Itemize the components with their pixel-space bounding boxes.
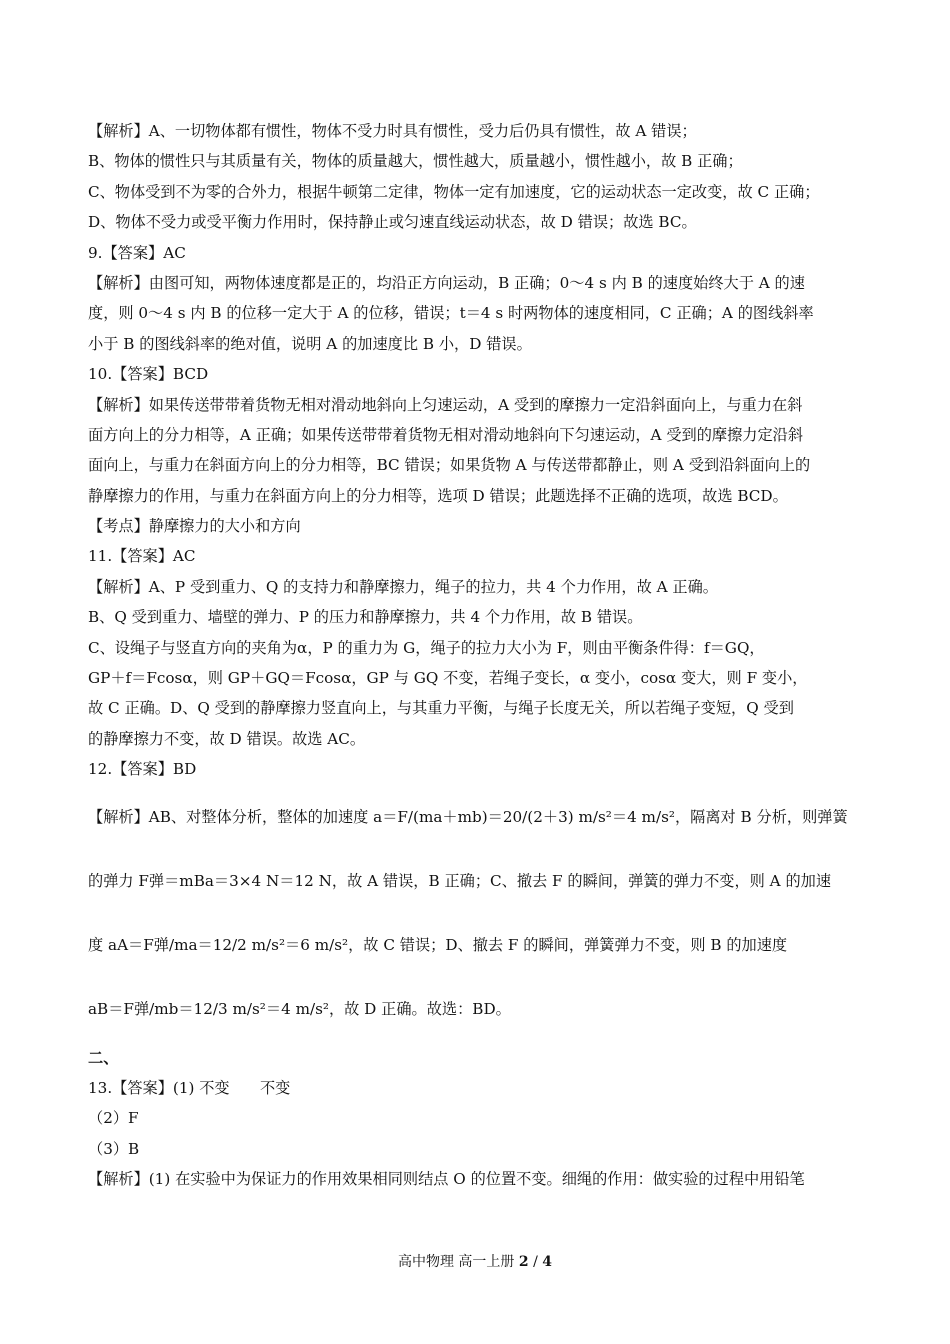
text-line: 【解析】由图可知，两物体速度都是正的，均沿正方向运动，B 正确；0～4 s 内 B 的速度始终大于 A 的速: [88, 273, 805, 292]
footer-page-number: 2: [518, 1254, 529, 1270]
footer-separator: /: [528, 1254, 543, 1270]
text-line: 面方向上的分力相等，A 正确；如果传送带带着货物无相对滑动地斜向下匀速运动，A 受到的摩擦力定沿斜: [88, 425, 804, 444]
text-line: 【解析】A、P 受到重力、Q 的支持力和静摩擦力，绳子的拉力，共 4 个力作用，故 A 正确。: [88, 577, 718, 596]
document-body: [88, 116, 864, 1195]
text-line: （2）F: [88, 1109, 139, 1128]
page-footer: [0, 1251, 950, 1271]
text-line: B、物体的惯性只与其质量有关，物体的质量越大，惯性越大，质量越小，惯性越小，故 B 正确；: [88, 152, 743, 171]
text-line: 11.【答案】AC: [88, 547, 196, 566]
text-line: 【解析】AB、对整体分析，整体的加速度 a＝F/(ma＋mb)＝20/(2＋3) m/s²＝4 m/s²，隔离对 B 分析，则弹簧: [88, 807, 848, 826]
text-line: 12.【答案】BD: [88, 760, 197, 779]
text-line: aB＝F弹/mb＝12/3 m/s²＝4 m/s²，故 D 正确。故选：BD。: [88, 999, 511, 1018]
text-line: （3）B: [88, 1139, 140, 1158]
answer-block-1: [88, 116, 864, 785]
text-line: 度，则 0～4 s 内 B 的位移一定大于 A 的位移，错误；t＝4 s 时两物体的速度相同，C 正确；A 的图线斜率: [88, 304, 814, 323]
text-line: 10.【答案】BCD: [88, 365, 209, 384]
section-heading: 二、: [88, 1048, 119, 1067]
text-line: 【解析】如果传送带带着货物无相对滑动地斜向上匀速运动，A 受到的摩擦力一定沿斜面向上，与重力在斜: [88, 395, 803, 414]
text-line: 的弹力 F弹＝mBa＝3×4 N＝12 N，故 A 错误，B 正确；C、撤去 F 的瞬间，弹簧的弹力不变，则 A 的加速: [88, 871, 832, 890]
text-line: 13.【答案】(1) 不变 不变: [88, 1078, 291, 1097]
text-line: B、Q 受到重力、墙壁的弹力、P 的压力和静摩擦力，共 4 个力作用，故 B 错误。: [88, 608, 643, 627]
footer-page-total: 4: [542, 1254, 553, 1270]
text-line: C、物体受到不为零的合外力，根据牛顿第二定律，物体一定有加速度，它的运动状态一定改变，故 C 正确；: [88, 182, 820, 201]
text-line: D、物体不受力或受平衡力作用时，保持静止或匀速直线运动状态，故 D 错误；故选 BC。: [88, 213, 697, 232]
text-line: 【解析】(1) 在实验中为保证力的作用效果相同则结点 O 的位置不变。细绳的作用：做实验的过程中用铅笔: [88, 1170, 805, 1189]
text-line: 静摩擦力的作用，与重力在斜面方向上的分力相等，选项 D 错误；此题选择不正确的选项，故选 BCD。: [88, 486, 788, 505]
text-line: 度 aA＝F弹/ma＝12/2 m/s²＝6 m/s²，故 C 错误；D、撤去 F 的瞬间，弹簧弹力不变，则 B 的加速度: [88, 935, 788, 954]
answer-block-12: [88, 785, 864, 1041]
text-line: 【解析】A、一切物体都有惯性，物体不受力时具有惯性，受力后仍具有惯性，故 A 错误；: [88, 122, 697, 140]
text-line: GP＋f＝Fcosα，则 GP＋GQ＝Fcosα，GP 与 GQ 不变，若绳子变长，α 变小，cosα 变大，则 F 变小，: [88, 669, 808, 688]
text-line: C、设绳子与竖直方向的夹角为α，P 的重力为 G，绳子的拉力大小为 F，则由平衡条件得：f＝GQ，: [88, 638, 765, 657]
text-line: 的静摩擦力不变，故 D 错误。故选 AC。: [88, 729, 366, 748]
text-line: 【考点】静摩擦力的大小和方向: [88, 517, 301, 536]
text-line: 故 C 正确。D、Q 受到的静摩擦力竖直向上，与其重力平衡，与绳子长度无关，所以若绳子变短，Q 受到: [88, 699, 794, 718]
answer-block-13: [88, 1073, 864, 1195]
footer-subject: 高中物理 高一上册: [397, 1254, 515, 1270]
text-line: 小于 B 的图线斜率的绝对值，说明 A 的加速度比 B 小，D 错误。: [88, 334, 532, 353]
text-line: 9.【答案】AC: [88, 243, 186, 262]
text-line: 面向上，与重力在斜面方向上的分力相等，BC 错误；如果货物 A 与传送带都静止，则 A 受到沿斜面向上的: [88, 456, 811, 475]
